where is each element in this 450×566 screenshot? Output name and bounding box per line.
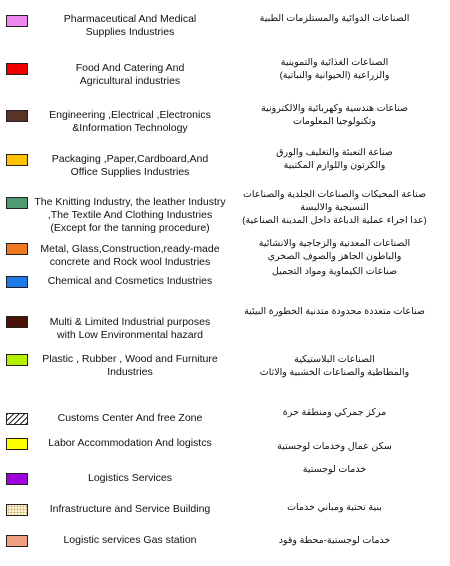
legend-label-ar: خدمات لوجستية-محطة وقود — [278, 535, 391, 546]
legend-label-ar: صناعة التعبئة والتغليف والورق والكرتون واللوازم المكتبية — [276, 147, 393, 171]
color-swatch — [6, 243, 28, 255]
legend-label-en: Customs Center And free Zone — [57, 412, 203, 424]
legend-label-en: Packaging ,Paper,Cardboard,And Office Supplies Industries — [51, 153, 209, 178]
color-swatch — [6, 504, 28, 516]
color-swatch — [6, 354, 28, 366]
color-swatch — [6, 316, 28, 328]
color-swatch — [6, 535, 28, 547]
legend-label-ar: صناعات الكيماوية ومواد التجميل — [271, 266, 398, 277]
legend-label-en: Logistic services Gas station — [63, 534, 197, 546]
legend-label-en: Metal, Glass,Construction,ready-made concrete and Rock wool Industries — [40, 243, 220, 268]
legend-label-en: Multi & Limited Industrial purposes with Low Environmental hazard — [49, 316, 211, 341]
color-swatch — [6, 197, 28, 209]
legend-label-en: Infrastructure and Service Building — [49, 503, 211, 515]
legend-label-en: Chemical and Cosmetics Industries — [47, 275, 213, 287]
legend-label-ar: الصناعات المعدنية والزجاجية والانشائية والباطون الجاهز والصوف الصخري — [258, 238, 411, 262]
color-swatch — [6, 15, 28, 27]
color-swatch — [6, 413, 28, 425]
legend-label-en: Food And Catering And Agricultural industries — [75, 62, 185, 87]
legend-label-ar: بنية تحتية ومباني خدمات — [287, 502, 382, 513]
legend-label-en: Labor Accommodation And logistcs — [48, 437, 212, 449]
legend-label-en: Engineering ,Electrical ,Electronics &Information Technology — [49, 109, 211, 134]
legend-label-ar: الصناعات الدوائية والمستلزمات الطبية — [259, 13, 410, 24]
legend-label-ar: صناعات هندسية وكهربائية والالكترونية وتكنولوجيا المعلومات — [261, 103, 408, 127]
legend-label-en: Logistics Services — [87, 472, 173, 484]
legend-label-ar: صناعات متعددة محدودة متدنية الخطورة البيئية — [244, 306, 425, 317]
color-swatch — [6, 63, 28, 75]
legend-label-ar: الصناعات الغذائية والتموينية والزراعية (الحيوانية والنباتية) — [279, 57, 390, 81]
legend-label-ar: سكن عمال وخدمات لوجستية — [277, 441, 392, 452]
legend-label-ar: صناعة المحيكات والصناعات الجلدية والصناعات النسيجية والالبسة (عدا اجراء عملية الدباغة داخل المدينة الصناعية) — [242, 189, 427, 226]
color-swatch — [6, 438, 28, 450]
color-swatch — [6, 110, 28, 122]
color-swatch — [6, 473, 28, 485]
color-swatch — [6, 276, 28, 288]
legend-label-en: The Knitting Industry, the leather Industry ,The Textile And Clothing Industries (Except for the tanning procedure) — [34, 196, 226, 234]
legend-label-ar: الصناعات البلاستيكية والمطاطية والصناعات الخشبية والاثاث — [259, 354, 410, 378]
legend-label-ar: خدمات لوجستية — [302, 464, 367, 475]
legend-label-en: Pharmaceutical And Medical Supplies Industries — [63, 13, 197, 38]
legend-label-en: Plastic , Rubber , Wood and Furniture Industries — [42, 353, 218, 378]
color-swatch — [6, 154, 28, 166]
legend-label-ar: مركز جمركي ومنطقة حرة — [282, 407, 387, 418]
